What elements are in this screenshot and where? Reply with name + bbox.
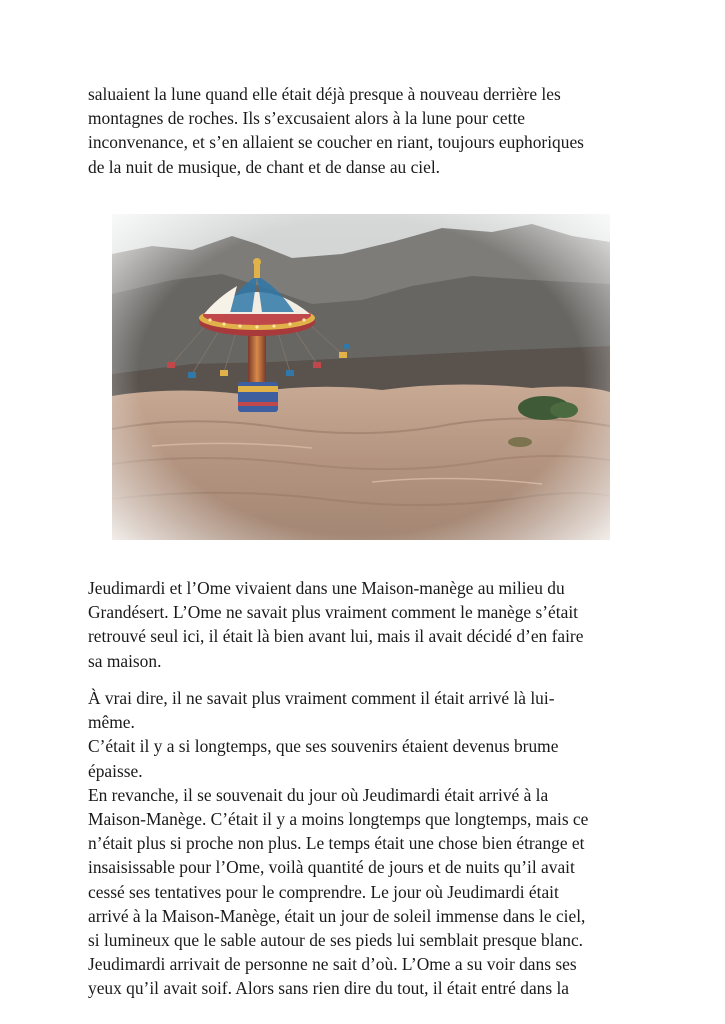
- paragraph-2: [88, 576, 648, 673]
- text-line: Jeudimardi arrivait de personne ne sait d’où. L’Ome a su voir dans ses: [88, 954, 577, 975]
- text-line: Maison-Manège. C’était il y a moins longtemps que longtemps, mais ce: [88, 809, 589, 830]
- text-line: épaisse.: [88, 760, 143, 781]
- text-line: saluaient la lune quand elle était déjà presque à nouveau derrière les: [88, 84, 561, 104]
- paragraph-1: [88, 82, 648, 179]
- text-line: montagnes de roches. Ils s’excusaient alors à la lune pour cette: [88, 108, 526, 129]
- text-line: En revanche, il se souvenait du jour où Jeudimardi était arrivé à la: [88, 784, 549, 805]
- text-line: même.: [88, 712, 135, 733]
- text-line: Grandésert. L’Ome ne savait plus vraiment comment le manège s’était: [88, 602, 578, 623]
- text-line: cessé ses tentatives pour le comprendre. Le jour où Jeudimardi était: [88, 881, 559, 902]
- text-line: C’était il y a si longtemps, que ses souvenirs étaient devenus brume: [88, 736, 559, 757]
- text-line: sa maison.: [88, 650, 162, 671]
- text-line: arrivé à la Maison-Manège, était un jour de soleil immense dans le ciel,: [88, 905, 586, 926]
- text-line: inconvenance, et s’en allaient se coucher en riant, toujours euphoriques: [88, 132, 584, 153]
- paragraph-3: [88, 686, 648, 1001]
- text-line: n’était plus si proche non plus. Le temps était une chose bien étrange et: [88, 833, 585, 854]
- text-line: insaisissable pour l’Ome, voilà quantité de jours et de nuits qu’il avait: [88, 857, 575, 878]
- text-line: À vrai dire, il ne savait plus vraiment comment il était arrivé là lui-: [88, 688, 555, 708]
- text-line: retrouvé seul ici, il était là bien avant lui, mais il avait décidé d’en faire: [88, 626, 584, 647]
- text-line: de la nuit de musique, de chant et de danse au ciel.: [88, 156, 441, 177]
- text-line: Jeudimardi et l’Ome vivaient dans une Maison-manège au milieu du: [88, 578, 565, 598]
- text-line: yeux qu’il avait soif. Alors sans rien dire du tout, il était entré dans la: [88, 978, 570, 999]
- carousel-desert-illustration: [112, 214, 610, 540]
- text-line: si lumineux que le sable autour de ses pieds lui semblait presque blanc.: [88, 930, 584, 951]
